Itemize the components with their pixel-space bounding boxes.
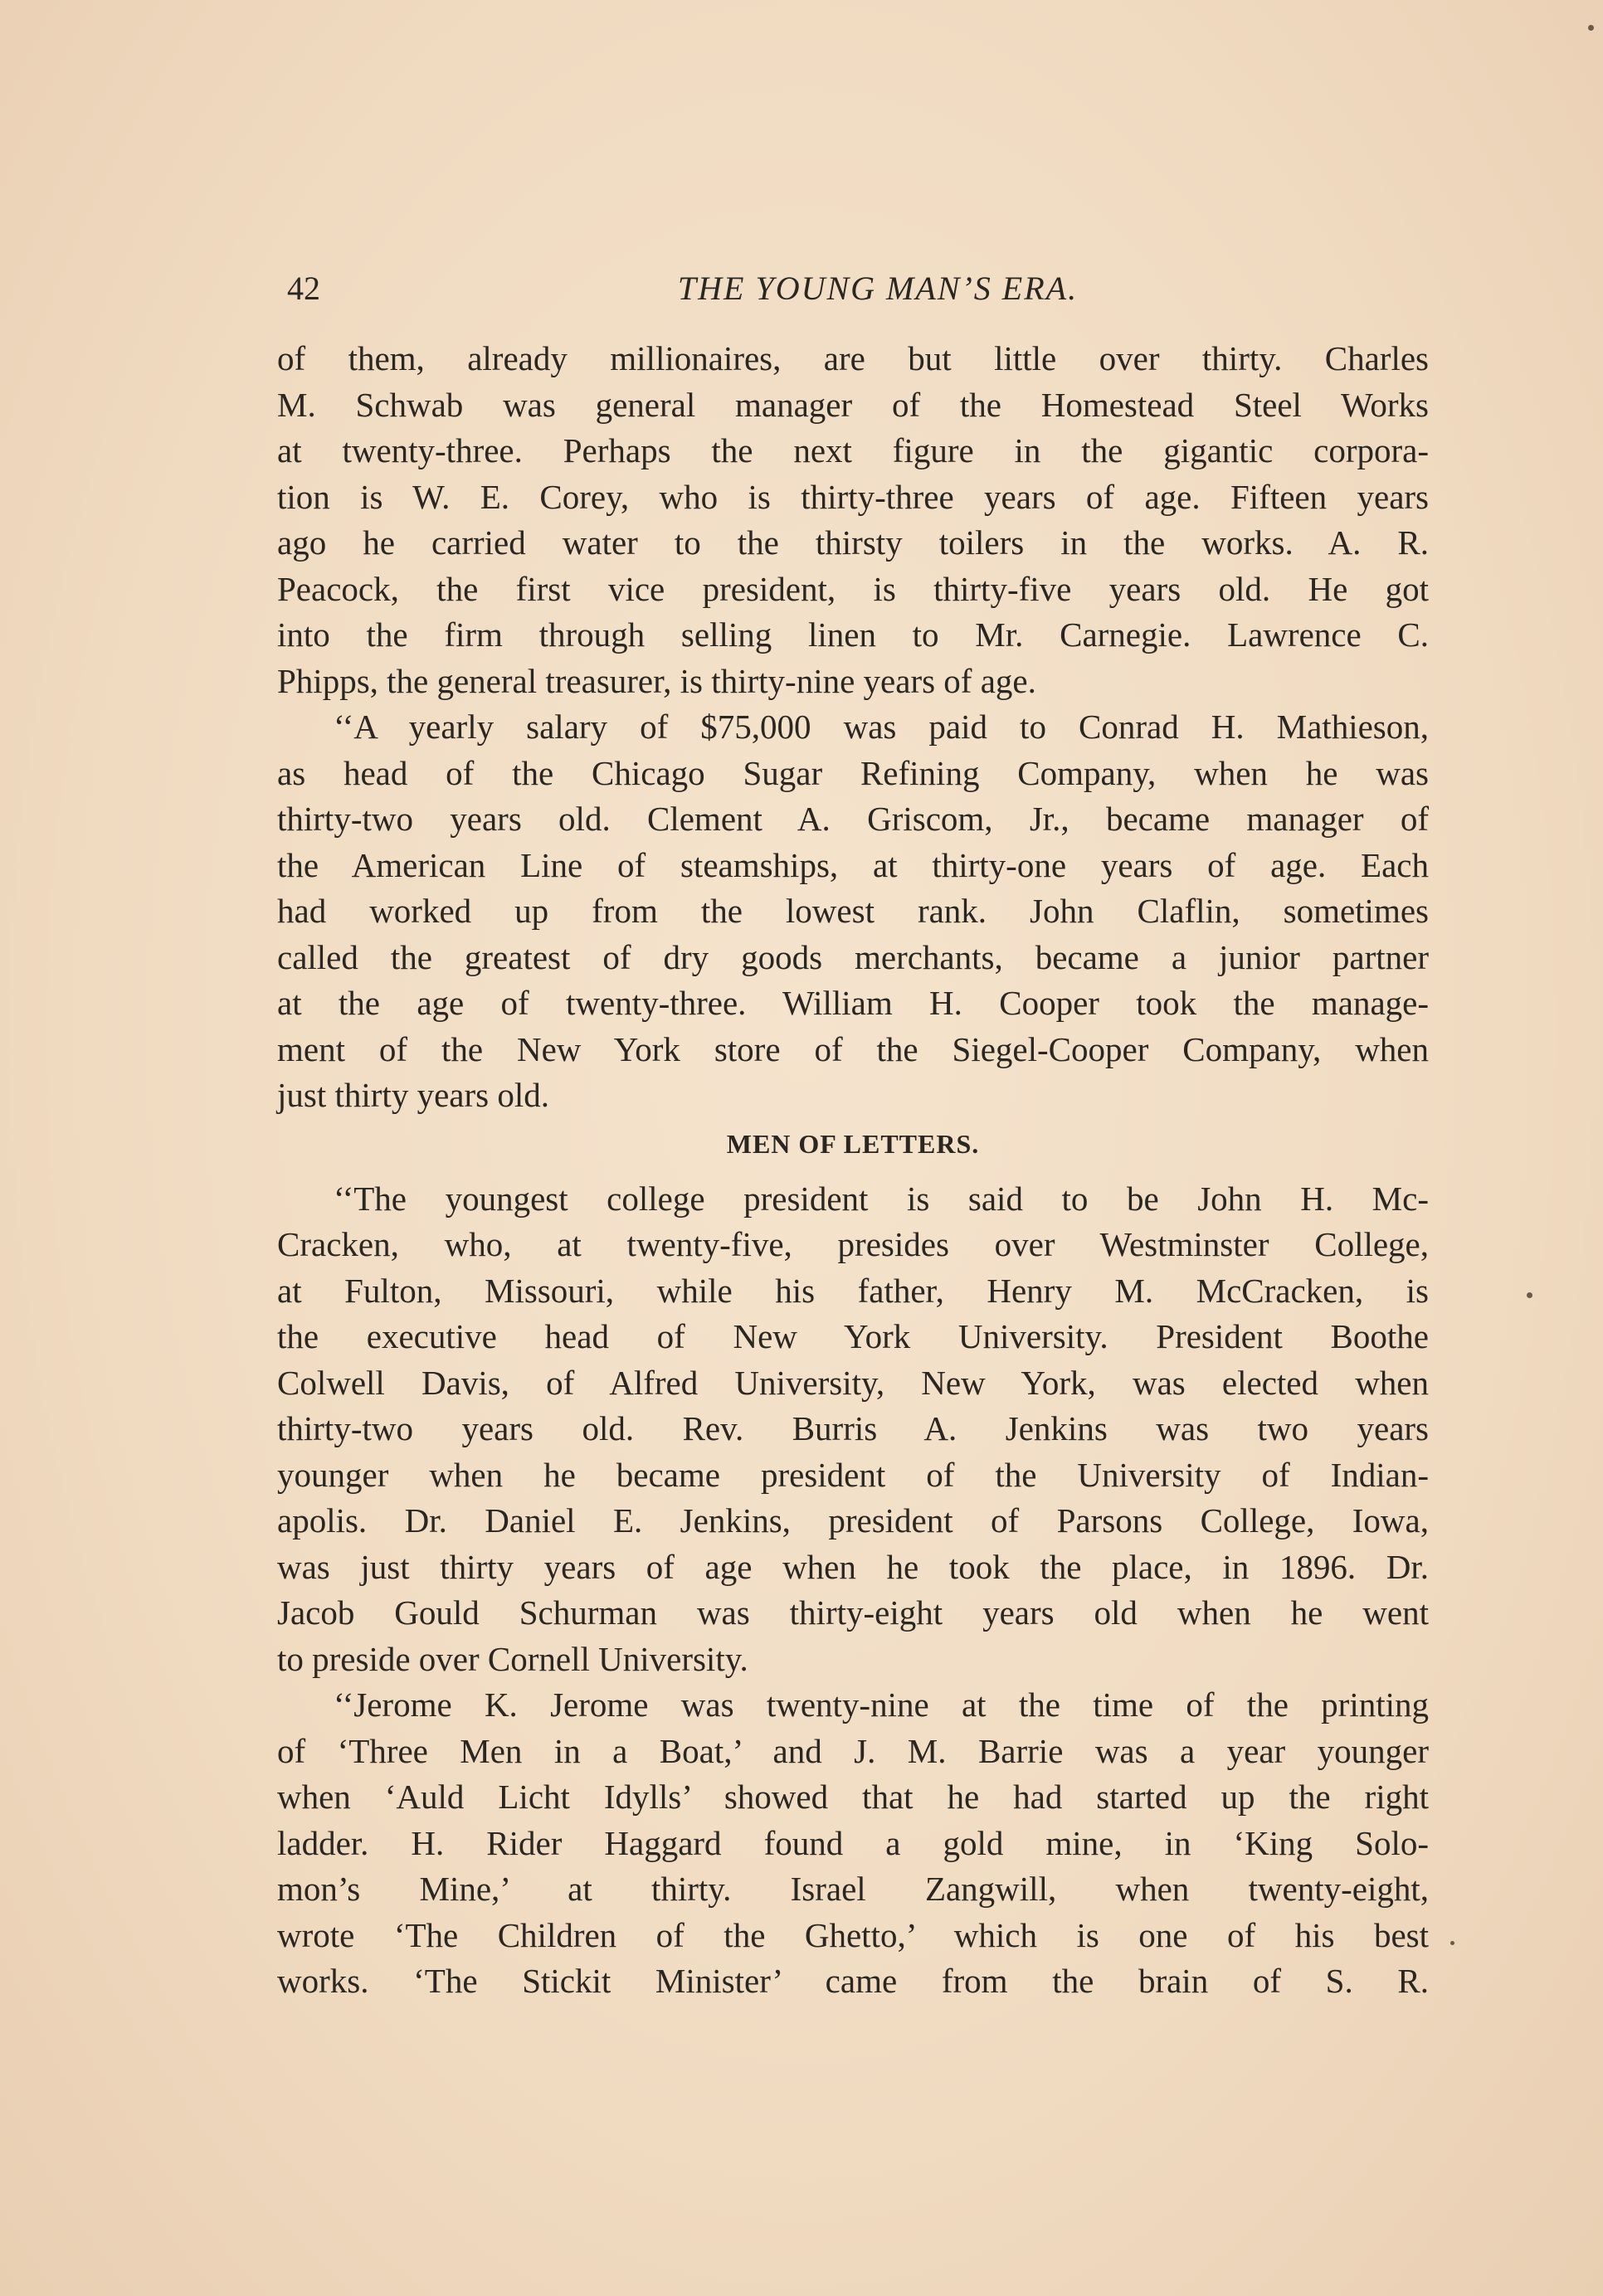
body-text bbox=[277, 336, 1429, 2005]
text-line: the executive head of New York University. President Boothe bbox=[277, 1317, 1429, 1355]
text-line: thirty-two years old. Clement A. Griscom, Jr., became manager of bbox=[277, 800, 1429, 838]
text-line: tion is W. E. Corey, who is thirty-three years of age. Fifteen years bbox=[277, 477, 1429, 516]
text-line: of them, already millionaires, are but little over thirty. Charles bbox=[277, 339, 1429, 377]
text-line: ‘‘The youngest college president is said to be John H. Mc- bbox=[334, 1179, 1429, 1218]
text-line: Jacob Gould Schurman was thirty-eight years old when he went bbox=[277, 1593, 1429, 1632]
paragraphs-after-heading bbox=[277, 1176, 1429, 2005]
text-line: younger when he became president of the University of Indian- bbox=[277, 1455, 1429, 1494]
paragraph bbox=[277, 336, 1429, 704]
text-line: at the age of twenty-three. William H. Cooper took the manage- bbox=[277, 984, 1429, 1022]
text-line: apolis. Dr. Daniel E. Jenkins, president of Parsons College, Iowa, bbox=[277, 1501, 1429, 1540]
text-line: the American Line of steamships, at thirty-one years of age. Each bbox=[277, 845, 1429, 884]
paragraph bbox=[277, 1682, 1429, 2005]
text-line: just thirty years old. bbox=[277, 1076, 549, 1114]
text-line: Colwell Davis, of Alfred University, New York, was elected when bbox=[277, 1363, 1429, 1402]
paper-speck bbox=[1527, 1292, 1532, 1298]
text-line: ladder. H. Rider Haggard found a gold mine, in ‘King Solo- bbox=[277, 1823, 1429, 1862]
text-line: of ‘Three Men in a Boat,’ and J. M. Barrie was a year younger bbox=[277, 1731, 1429, 1770]
paragraph bbox=[277, 704, 1429, 1119]
text-line: ‘‘A yearly salary of $75,000 was paid to Conrad H. Mathieson, bbox=[334, 708, 1429, 746]
text-line: Phipps, the general treasurer, is thirty-nine years of age. bbox=[277, 661, 1036, 700]
text-line: Peacock, the first vice president, is thirty-five years old. He got bbox=[277, 569, 1429, 608]
paper-speck bbox=[1450, 1941, 1454, 1945]
text-line: as head of the Chicago Sugar Refining Company, when he was bbox=[277, 753, 1429, 792]
text-line: Cracken, who, at twenty-five, presides over Westminster College, bbox=[277, 1225, 1429, 1263]
text-line: ‘‘Jerome K. Jerome was twenty-nine at the time of the printing bbox=[334, 1686, 1429, 1724]
text-line: M. Schwab was general manager of the Homestead Steel Works bbox=[277, 385, 1429, 424]
paper-speck bbox=[1588, 25, 1594, 31]
text-line: when ‘Auld Licht Idylls’ showed that he had started up the right bbox=[277, 1778, 1429, 1816]
text-line: had worked up from the lowest rank. John Claflin, sometimes bbox=[277, 892, 1429, 930]
text-line: works. ‘The Stickit Minister’ came from the brain of S. R. bbox=[277, 1962, 1429, 2000]
text-line: wrote ‘The Children of the Ghetto,’ which is one of his best bbox=[277, 1915, 1429, 1954]
paragraphs-before-heading bbox=[277, 336, 1429, 1119]
text-line: was just thirty years of age when he took the place, in 1896. Dr. bbox=[277, 1547, 1429, 1586]
text-line: ment of the New York store of the Siegel-Cooper Company, when bbox=[277, 1029, 1429, 1068]
page-number: 42 bbox=[287, 270, 320, 307]
text-line: to preside over Cornell University. bbox=[277, 1639, 748, 1678]
text-line: at twenty-three. Perhaps the next figure in the gigantic corpora- bbox=[277, 431, 1429, 469]
running-title: THE YOUNG MAN’S ERA. bbox=[677, 270, 1079, 307]
paragraph bbox=[277, 1176, 1429, 1683]
text-line: mon’s Mine,’ at thirty. Israel Zangwill, when twenty-eight, bbox=[277, 1870, 1429, 1908]
text-line: called the greatest of dry goods merchants, became a junior partner bbox=[277, 937, 1429, 976]
text-line: into the firm through selling linen to Mr. Carnegie. Lawrence C. bbox=[277, 615, 1429, 654]
text-line: ago he carried water to the thirsty toilers in the works. A. R. bbox=[277, 523, 1429, 562]
text-line: at Fulton, Missouri, while his father, Henry M. McCracken, is bbox=[277, 1271, 1429, 1310]
text-line: thirty-two years old. Rev. Burris A. Jenkins was two years bbox=[277, 1409, 1429, 1447]
running-head bbox=[277, 264, 1429, 314]
section-heading: MEN OF LETTERS. bbox=[726, 1128, 980, 1159]
